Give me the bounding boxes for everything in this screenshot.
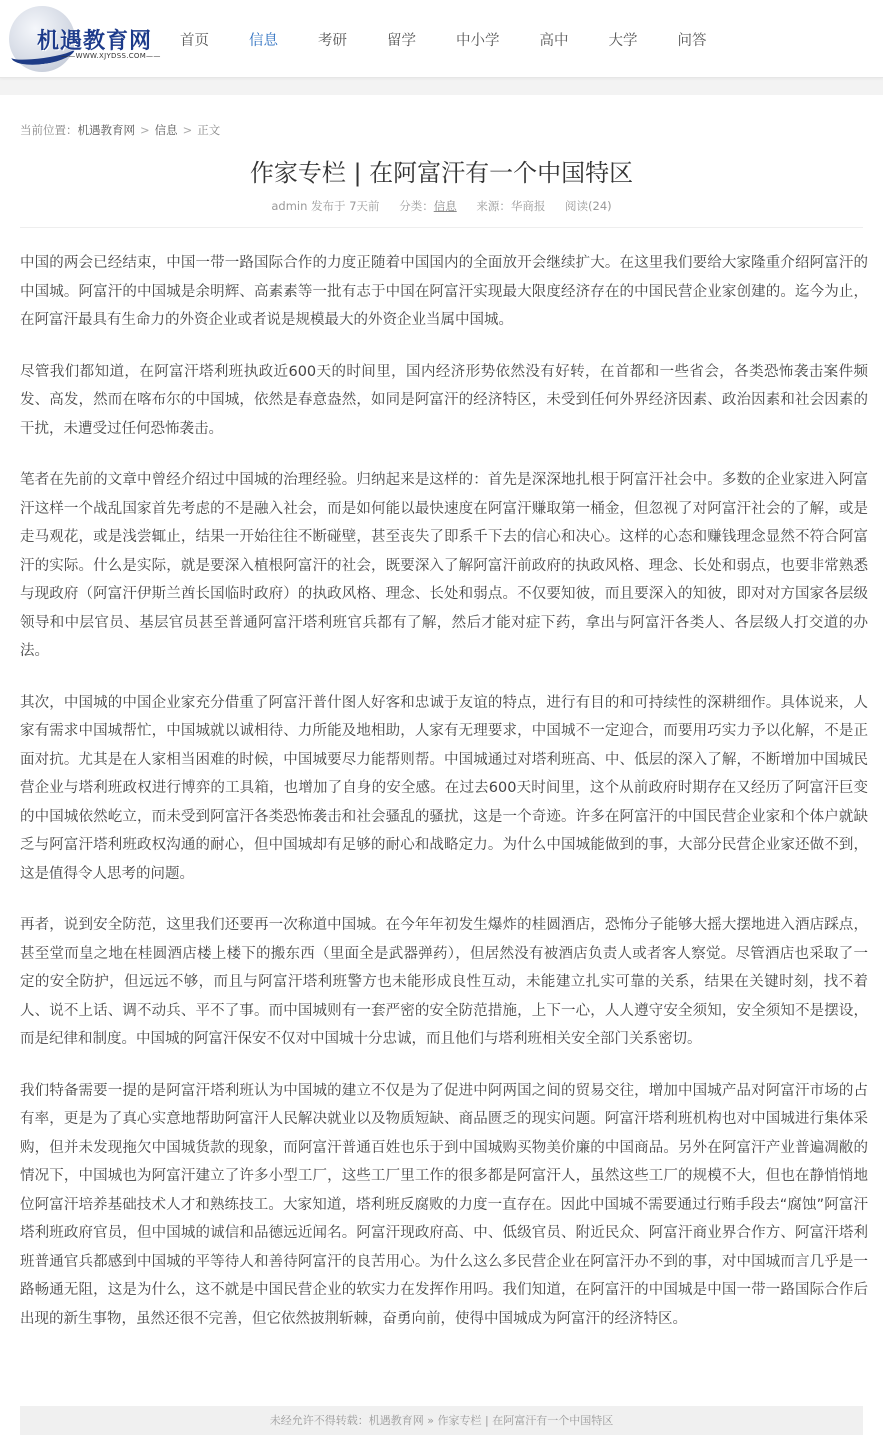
breadcrumb-home-link[interactable]: 机遇教育网: [77, 123, 135, 137]
article-paragraph: 再者，说到安全防范，这里我们还要再一次称道中国城。在今年年初发生爆炸的桂圆酒店，恐怖分子能够大摇大摆地进入酒店踩点，甚至堂而皇之地在桂圆酒店楼上楼下的搬东西（里面全是武器弹药），但居然没有被酒店负责人或者客人察觉。尽管酒店也采取了一定的安全防护，但远远不够，而且与阿富汗塔利班警方也未能形成良性互动，未能建立扎实可靠的关系，结果在关键时刻，找不着人、说不上话、调不动兵、平不了事。而中国城则有一套严密的安全防范措施，上下一心，人人遵守安全须知，安全须知不是摆设，而是纪律和制度。中国城的阿富汗保安不仅对中国城十分忠诚，而且他们与塔利班相关安全部门关系密切。: [20, 917, 868, 1047]
article-paragraph: 其次，中国城的中国企业家充分借重了阿富汗普什图人好客和忠诚于友谊的特点，进行有目的和可持续性的深耕细作。具体说来，人家有需求中国城帮忙，中国城就以诚相待、力所能及地相助，人家有无理要求，中国城不一定迎合，而要用巧实力予以化解，不是正面对抗。尤其是在人家相当困难的时候，中国城要尽力能帮则帮。中国城通过对塔利班高、中、低层的深入了解，不断增加中国城民营企业与塔利班政权进行博弈的工具箱，也增加了自身的安全感。在过去600天时间里，这个从前政府时期存在又经历了阿富汗巨变的中国城依然屹立，而未受到阿富汗各类恐怖袭击和社会骚乱的骚扰，这是一个奇迹。许多在阿富汗的中国民营企业家和个体户就缺乏与阿富汗塔利班政权沟通的耐心，但中国城却有足够的耐心和战略定力。为什么中国城能做到的事，大部分民营企业家还做不到，这是值得令人思考的问题。: [20, 694, 868, 882]
main-nav: [160, 0, 707, 78]
nav-item-gaozhong[interactable]: 高中: [539, 32, 569, 49]
meta-category-link[interactable]: 信息: [433, 199, 457, 213]
nav-item-daxue[interactable]: 大学: [608, 32, 638, 49]
copyright-site-link[interactable]: 机遇教育网: [368, 1414, 424, 1427]
meta-author-published: [271, 199, 379, 213]
article-container: [0, 95, 883, 1435]
copyright-prefix: 未经允许不得转载：: [269, 1414, 369, 1427]
nav-item-liuxue[interactable]: 留学: [387, 32, 416, 49]
article-paragraph: 尽管我们都知道，在阿富汗塔利班执政近600天的时间里，国内经济形势依然没有好转，在首都和一些省会，各类恐怖袭击案件频发、高发，然而在喀布尔的中国城，依然是春意盎然，如同是阿富汗的经济特区，未受到任何外界经济因素、政治因素和社会因素的干扰，未遭受过任何恐怖袭击。: [20, 363, 868, 437]
article-content: [20, 249, 868, 1356]
breadcrumb: [20, 122, 220, 138]
article-meta: [0, 198, 883, 214]
nav-item-home[interactable]: 首页: [180, 32, 209, 49]
meta-published: 发布于 7天前: [311, 199, 380, 213]
breadcrumb-prefix: 当前位置：: [20, 123, 78, 137]
article-title: 作家专栏 | 在阿富汗有一个中国特区: [249, 159, 634, 187]
copyright-notice: [20, 1406, 863, 1435]
meta-source: 来源：华商报: [476, 199, 546, 213]
nav-item-wenda[interactable]: 问答: [677, 32, 707, 49]
site-header: [0, 0, 883, 78]
breadcrumb-current: 正文: [197, 123, 221, 137]
title-divider: [20, 227, 863, 228]
nav-item-zhongxiaoxue[interactable]: 中小学: [456, 32, 500, 49]
article-paragraph: 我们特备需要一提的是阿富汗塔利班认为中国城的建立不仅是为了促进中阿两国之间的贸易交往，增加中国城产品对阿富汗市场的占有率，更是为了真心实意地帮助阿富汗人民解决就业以及物质短缺、商品匮乏的现实问题。阿富汗塔利班机构也对中国城进行集体采购，但并未发现拖欠中国城货款的现象，而阿富汗普通百姓也乐于到中国城购买物美价廉的中国商品。另外在阿富汗产业普遍凋敝的情况下，中国城也为阿富汗建立了许多小型工厂，这些工厂里工作的很多都是阿富汗人，虽然这些工厂的规模不大，但也在静悄悄地位阿富汗培养基础技术人才和熟练技工。大家知道，塔利班反腐败的力度一直存在。因此中国城不需要通过行贿手段去“腐蚀”阿富汗塔利班政府官员，但中国城的诚信和品德远近闻名。阿富汗现政府高、中、低级官员、附近民众、阿富汗商业界合作方、阿富汗塔利班普通官兵都感到中国城的平等待人和善待阿富汗的良苦用心。为什么这么多民营企业在阿富汗办不到的事，对中国城而言几乎是一路畅通无阻，这是为什么，这不就是中国民营企业的软实力在发挥作用吗。我们知道，在阿富汗的中国城是中国一带一路国际合作后出现的新生事物，虽然还很不完善，但它依然披荆斩棘，奋勇向前，使得中国城成为阿富汗的经济特区。: [20, 1082, 868, 1327]
copyright-separator: »: [427, 1414, 435, 1427]
nav-item-info[interactable]: 信息: [249, 32, 278, 49]
article-paragraph: 笔者在先前的文章中曾经介绍过中国城的治理经验。归纳起来是这样的：首先是深深地扎根于阿富汗社会中。多数的企业家进入阿富汗这样一个战乱国家首先考虑的不是融入社会，而是如何能以最快速度在阿富汗赚取第一桶金，但忽视了对阿富汗社会的了解，或是走马观花，或是浅尝辄止，结果一开始往往不断碰壁，甚至丧失了即系千下去的信心和决心。这样的心态和赚钱理念显然不符合阿富汗的实际。什么是实际，就是要深入植根阿富汗的社会，既要深入了解阿富汗前政府的执政风格、理念、长处和弱点，也要非常熟悉与现政府（阿富汗伊斯兰酋长国临时政府）的执政风格、理念、长处和弱点。不仅要知彼，而且要深入的知彼，即对对方国家各层级领导和中层官员、基层官员甚至普通阿富汗塔利班官兵都有了解，然后才能对症下药，拿出与阿富汗各类人、各层级人打交道的办法。: [20, 472, 868, 659]
logo-subtitle: ——WWW.XJYDSS.COM——: [61, 52, 161, 60]
meta-category-label: 分类：: [399, 199, 434, 213]
meta-category: [399, 199, 457, 213]
breadcrumb-category-link[interactable]: 信息: [154, 123, 178, 137]
logo-text: 机遇教育网: [37, 29, 153, 54]
copyright-article-link[interactable]: 作家专栏 | 在阿富汗有一个中国特区: [437, 1414, 614, 1427]
breadcrumb-chevron-icon: >: [140, 123, 150, 137]
site-logo[interactable]: [9, 6, 164, 72]
meta-reads: 阅读(24): [565, 199, 612, 213]
breadcrumb-chevron-icon: >: [182, 123, 193, 137]
meta-author: admin: [271, 199, 308, 213]
nav-item-kaoyan[interactable]: 考研: [318, 32, 347, 49]
article-paragraph: 中国的两会已经结束，中国一带一路国际合作的力度正随着中国国内的全面放开会继续扩大。在这里我们要给大家隆重介绍阿富汗的中国城。阿富汗的中国城是余明辉、高素素等一批有志于中国在阿富汗实现最大限度经济存在的中国民营企业家创建的。迄今为止，在阿富汗最具有生命力的外资企业或者说是规模最大的外资企业当属中国城。: [20, 255, 868, 328]
